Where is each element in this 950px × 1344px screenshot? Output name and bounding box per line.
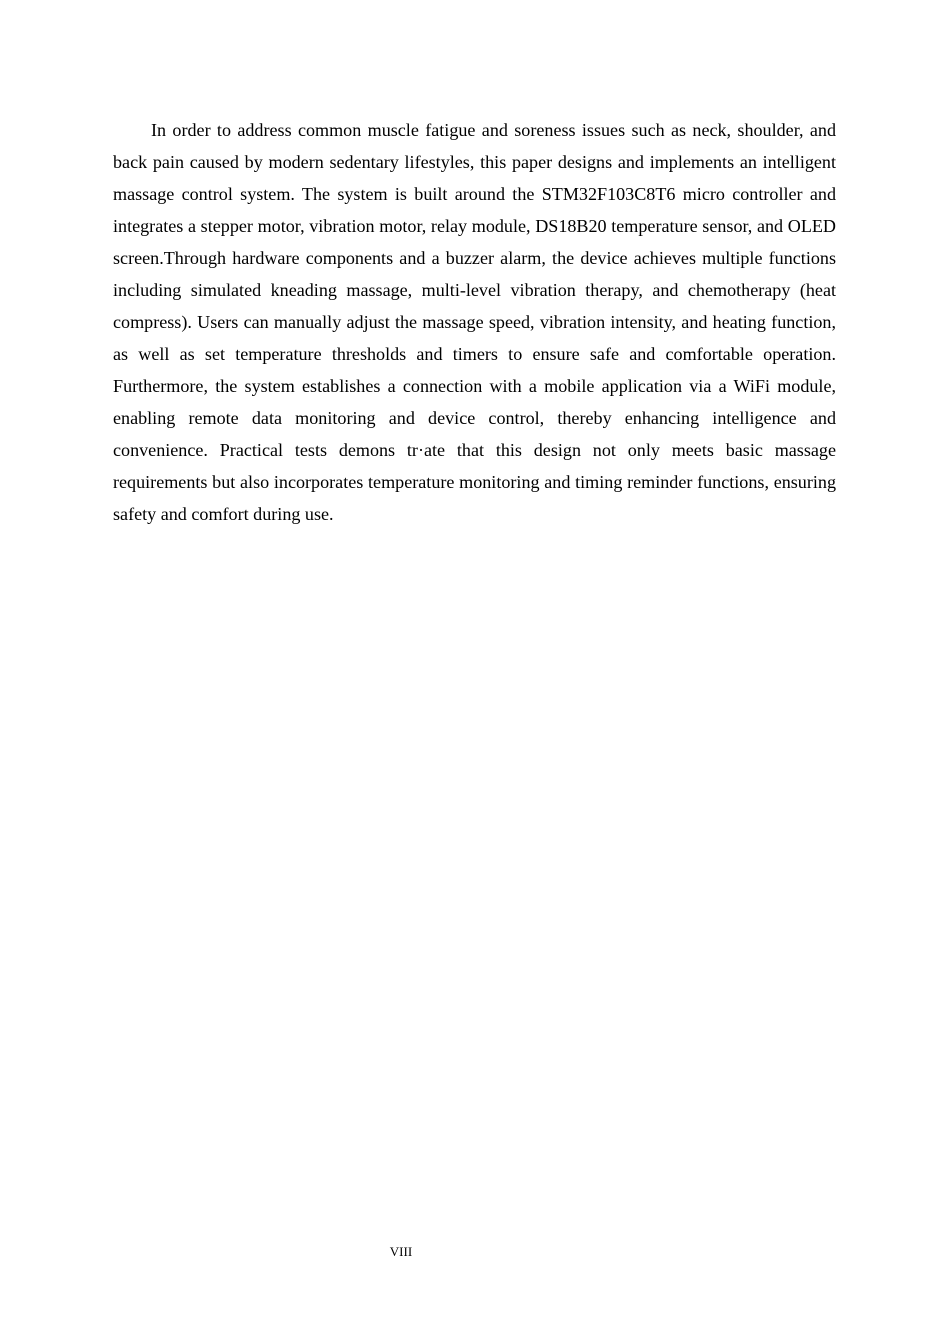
abstract-paragraph: In order to address common muscle fatigue and soreness issues such as neck, shoulder, and back pain caused by modern sedentary lifestyles, this paper designs and implements an intelligent massage control system. The system is built around the STM32F103C8T6 micro controller and integrates a stepper motor, vibration motor, relay module, DS18B20 temperature sensor, and OLED screen.Through hardware components and a buzzer alarm, the device achieves multiple functions including simulated kneading massage, multi-level vibration therapy, and chemotherapy (heat compress). Users can manually adjust the massage speed, vibration intensity, and heating function, as well as set temperature thresholds and timers to ensure safe and comfortable operation. Furthermore, the system establishes a connection with a mobile application via a WiFi module, enabling remote data monitoring and device control, thereby enhancing intelligence and convenience. Practical tests demons tr·ate that this design not only meets basic massage requirements but also incorporates temperature monitoring and timing reminder functions, ensuring safety and comfort during use. (113, 120, 836, 524)
page-number: VIII (389, 1244, 413, 1259)
